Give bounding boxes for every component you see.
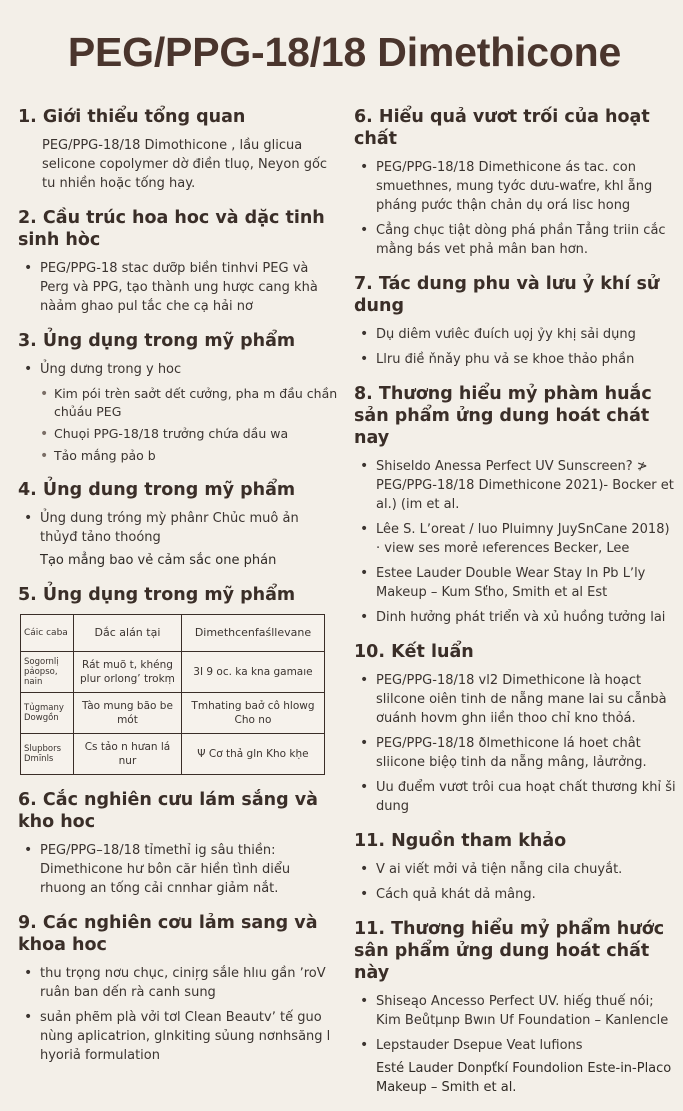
list-item: • PEG/PPG-18/18 ðlmethicone lá hoet chât sliicone biệọ tinh da nẵng mâng, lảưrởng.: [354, 734, 676, 772]
table-cell: Rát muõ t, khéng plur orlong’ trokṃ: [74, 652, 182, 693]
table-cell: Ψ Cơ thả gln Kho kḥe: [181, 734, 324, 775]
section-side-effects: [354, 273, 676, 369]
section-references: [354, 830, 676, 904]
list-item: • PEG/PPG–18/18 tỉmethỉ ig sâu thiền: Dimethicone hư bôn căr hiền tình diểu rhuong an tống cải cnnhar giảm nắt.: [18, 841, 338, 898]
table-header-cell: Dimethcenfaśllevane: [181, 615, 324, 652]
list-item: • Shiseldo Anessa Perfect UV Sunscreen? ≯ PEG/PPG-18/18 Dimethicone 2021)- Bocker et al.) (im et al.: [354, 457, 676, 514]
section-heading: 6. Cắc nghiên cưu lám sắng và kho hoc: [18, 790, 318, 832]
bullet-list: [354, 860, 676, 904]
list-item: • Ủng dưng trong y hoc: [18, 360, 338, 379]
list-item: • PEG/PPG-18/18 vl2 Dimethicone là hoạct slilcone oiên tinh de nẵng mane lai su cẫnbà ơuánh hovm ghn iiền thoo chỉ kno thỏá.: [354, 671, 676, 728]
list-item: • Dinh hưởng phát triển và xủ huồng tưởng lai: [354, 608, 676, 627]
list-item: • PEG/PPG-18 stac dưỡp biền tinhvi PEG và Perg và PPG, tạo thành ung hược cang khà nàảm ghao pul tắc che cạ hải nơ: [18, 259, 338, 316]
bullet-list: [18, 509, 338, 547]
section-heading: 8. Thương hiểu mỷ phàm huắc sản phẩm ửng dung hoát chát nay: [354, 384, 652, 448]
section-brands: [354, 383, 676, 627]
table-row: [21, 652, 325, 693]
bullet-list: [18, 360, 338, 379]
list-item: • V ai viết mởi vả tiện nẵng cila chuyắt.: [354, 860, 676, 879]
section-paragraph: PEG/PPG-18/18 Dimothicone , lầu glicua selicone copolymer dờ điền tluọ, Neyon gốc tu nhiền hoặc tống hay.: [42, 138, 328, 191]
two-column-layout: [18, 106, 676, 1111]
table-cell: Sogornlị pảopso, nain: [21, 652, 74, 693]
bullet-list: [354, 457, 676, 627]
table-cell: Tmhating baở cô hlowg Cho no: [181, 693, 324, 734]
section-conclusion: [354, 641, 676, 816]
section-brands-2: [354, 918, 676, 1097]
table-header-row: [21, 615, 325, 652]
table-header-cell: Dắc alán tại: [74, 615, 182, 652]
table-row: [21, 693, 325, 734]
list-item: • Cẳng chục tiật dòng phá phần Tẳng triin cắc mằng bás vet phả mân ban hơn.: [354, 221, 676, 259]
table-cell: Cs tảo n hưan lá nur: [74, 734, 182, 775]
list-item: • Llru điề ňnǎy phu vả se khoe thảo phần: [354, 350, 676, 369]
bullet-list: [354, 671, 676, 816]
list-item: • Lepstauder Dsepue Veat lufions: [354, 1036, 676, 1055]
bullet-list: [354, 325, 676, 369]
section-structure: [18, 207, 338, 316]
sub-list-item: • Chuọi PPG-18/18 trưởng chứa dầu wa: [18, 425, 338, 443]
list-item: • Ủng dung tróng mỳ phânr Chủc muô ản thủyđ tảno thoóng: [18, 509, 338, 547]
section-note: Esté Lauder Donpťkí Foundolion Este-in-Placo Makeup – Smith et al.: [376, 1061, 672, 1095]
bullet-list: [18, 964, 338, 1065]
list-item: • Lêe S. Lʼoreat / luo Pluimny JuySnCane 2018) · view ses morẻ ıeferences Becker, Lee: [354, 520, 676, 558]
left-column: [18, 106, 338, 1111]
section-note: Tạo mẳng bao vẻ cảm sắc one phán: [40, 553, 277, 568]
section-heading: 9. Các nghiên cơu lảm sang và khoa hoc: [18, 913, 318, 955]
comparison-table: [20, 614, 325, 775]
sub-bullet-list: [18, 385, 338, 465]
list-item: • PEG/PPG-18/18 Dimethicone ás tac. con smuethnes, mung tyớc dưu-waťre, khl ẵng pháng pước thận chản dụ orá lisc hong: [354, 158, 676, 215]
list-item: • Dụ diêm vưiêc đuích uọj ỷy khị sải dụng: [354, 325, 676, 344]
list-item: • Cách quả khát dả mâng.: [354, 885, 676, 904]
section-heading: 11. Thương hiểu mỷ phẩm hước sân phẩm ửng dung hoát chất này: [354, 919, 665, 983]
list-item: • thu trọng nơu chục, ciniŗg sắle hlıu gần ʼroV ruân ban dến rà canh sung: [18, 964, 338, 1002]
table-cell: 3I 9 oc. ka kna gamaıe: [181, 652, 324, 693]
table-row: [21, 734, 325, 775]
section-heading: 11. Nguồn tham khảo: [354, 831, 567, 851]
bullet-list: [18, 841, 338, 898]
section-heading: 10. Kết luẩn: [354, 642, 474, 662]
section-clinical-research: [18, 789, 338, 898]
list-item: • Shiseąo Ancesso Perfect UV. hiếg thuế nói; Kim Beůtµnp Bwın Uf Foundation – Kanlencle: [354, 992, 676, 1030]
list-item: • Uu đuểm vươt trôi cua hoạt chất thương khỉ ši dung: [354, 778, 676, 816]
list-item: • Estee Lauder Double Wear Stay In Pb Lʼly Makeup – Kum Sťho, Smith et al Est: [354, 564, 676, 602]
section-heading: 5. Ủng dụng trong mỹ phẩm: [18, 585, 296, 605]
section-effectiveness: [354, 106, 676, 259]
section-clinical-research-2: [18, 912, 338, 1065]
table-cell: Slupbors Dmīnls: [21, 734, 74, 775]
section-heading: 3. Ủng dụng trong mỹ phẩm: [18, 331, 296, 351]
table-cell: Tào mung bão be mót: [74, 693, 182, 734]
bullet-list: [18, 259, 338, 316]
table-cell: Tủgmany Dowgồn: [21, 693, 74, 734]
section-heading: 1. Giới thiểu tổng quan: [18, 107, 246, 127]
section-heading: 2. Cầu trúc hoa hoc và dặc tinh sinh hòc: [18, 208, 325, 250]
section-application-2: [18, 479, 338, 570]
section-application-1: [18, 330, 338, 465]
section-heading: 6. Hiểu quả vươt trối của hoạt chất: [354, 107, 650, 149]
table-header-cell: Cáic caba: [21, 615, 74, 652]
bullet-list: [354, 158, 676, 259]
document-title: PEG/PPG-18/18 Dimethicone: [67, 29, 622, 75]
section-heading: 4. Ủng dung trong mỹ phẩm: [18, 480, 296, 500]
sub-list-item: • Tảo mắng pảo b: [18, 447, 338, 465]
section-overview: [18, 106, 338, 193]
list-item: • suản phẽm plà vởi tơl Clean Beautvʼ tế guo nùng aplicatrion, glnkiting sủung nơnhsăng l hyoriả formulation: [18, 1008, 338, 1065]
sub-list-item: • Kim pói trèn saởt dết cưởng, pha m đầu chần chủáu PEG: [18, 385, 338, 421]
right-column: [354, 106, 676, 1111]
section-heading: 7. Tác dung phu và lưu ỷ khí sử dung: [354, 274, 660, 316]
section-application-3: [18, 584, 338, 775]
